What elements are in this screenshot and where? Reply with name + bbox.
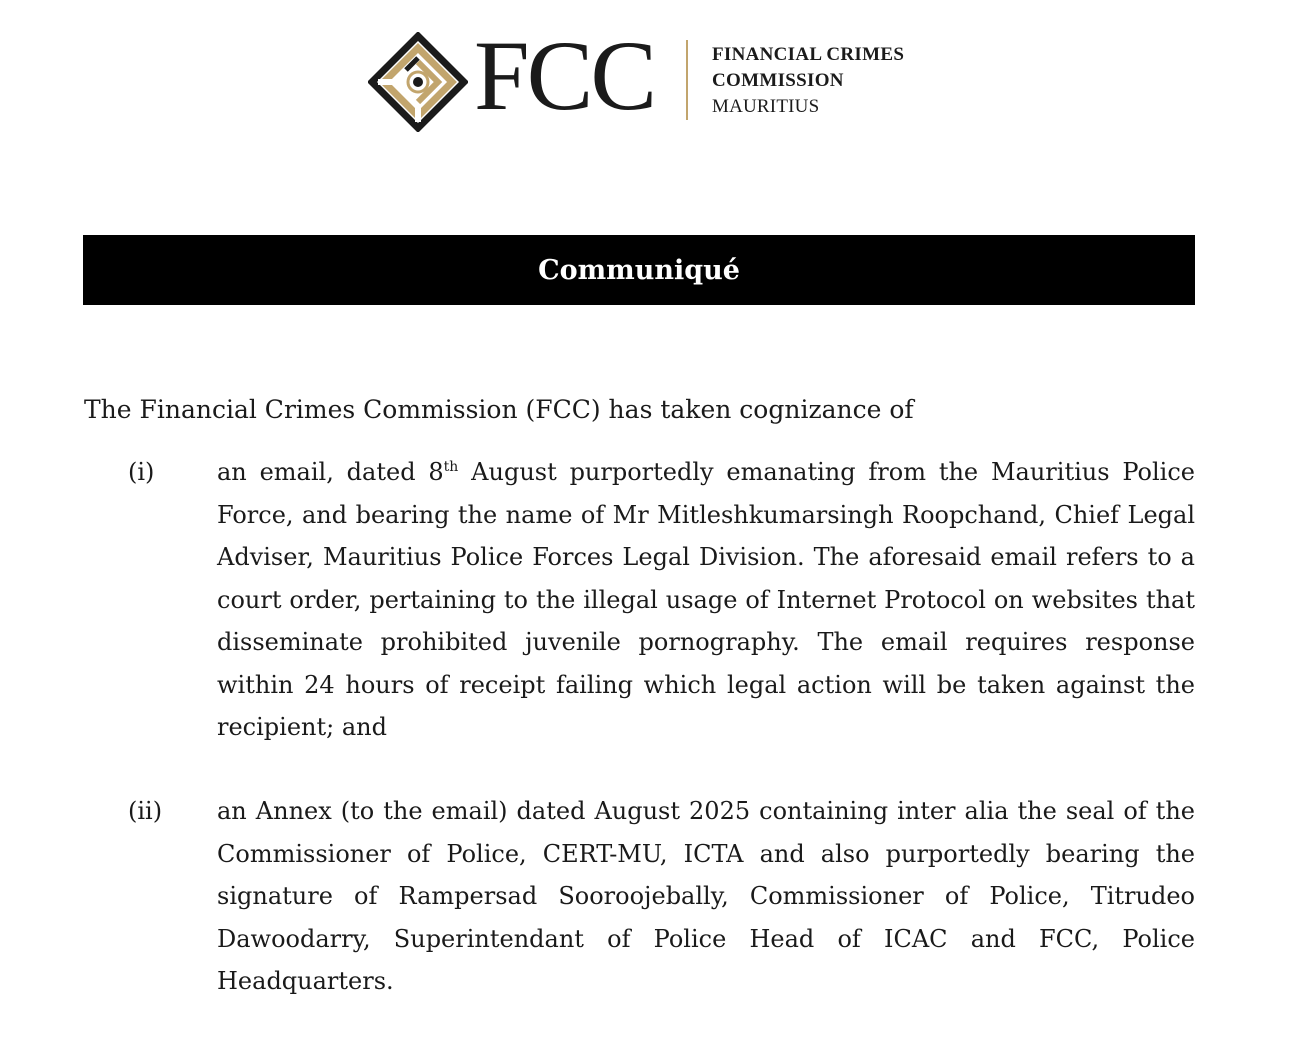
list-item-marker: (ii)	[128, 797, 163, 825]
page-title: Communiqué	[538, 254, 740, 286]
org-name-line-2: COMMISSION	[712, 70, 844, 91]
header-logo	[368, 20, 928, 134]
list-item-marker: (i)	[128, 458, 155, 486]
organization-name	[712, 42, 904, 120]
ordinal-superscript: th	[443, 459, 459, 475]
org-name-line-3: MAURITIUS	[712, 96, 820, 117]
diamond-eye-emblem-icon	[368, 32, 468, 132]
org-name-line-1: FINANCIAL CRIMES	[712, 44, 905, 65]
list-item-text-start: an email, dated 8	[217, 458, 444, 486]
list-item-text: an Annex (to the email) dated August 2025 containing inter alia the seal of the Commissioner of Police, CERT-MU, ICTA and also purportedly bearing the signature of Rampersad Sooroojebally, Commissioner of Police, Titrudeo Dawoodarry, Superintendant of Police Head of ICAC and FCC, Police Headquarters.	[217, 797, 1195, 995]
intro-paragraph: The Financial Crimes Commission (FCC) has taken cognizance of	[84, 395, 914, 424]
list-item-text-rest: August purportedly emanating from the Mauritius Police Force, and bearing the name of Mr Mitleshkumarsingh Roopchand, Chief Legal Adviser, Mauritius Police Forces Legal Division. The aforesaid email refers to a court order, pertaining to the illegal usage of Internet Protocol on websites that disseminate prohibited juvenile pornography. The email requires response within 24 hours of receipt failing which legal action will be taken against the recipient; and	[217, 458, 1195, 741]
logo-divider	[686, 40, 688, 120]
logo-wordmark: FCC	[474, 20, 655, 131]
list-item-text	[217, 451, 1195, 749]
communique-title-bar	[83, 235, 1195, 305]
